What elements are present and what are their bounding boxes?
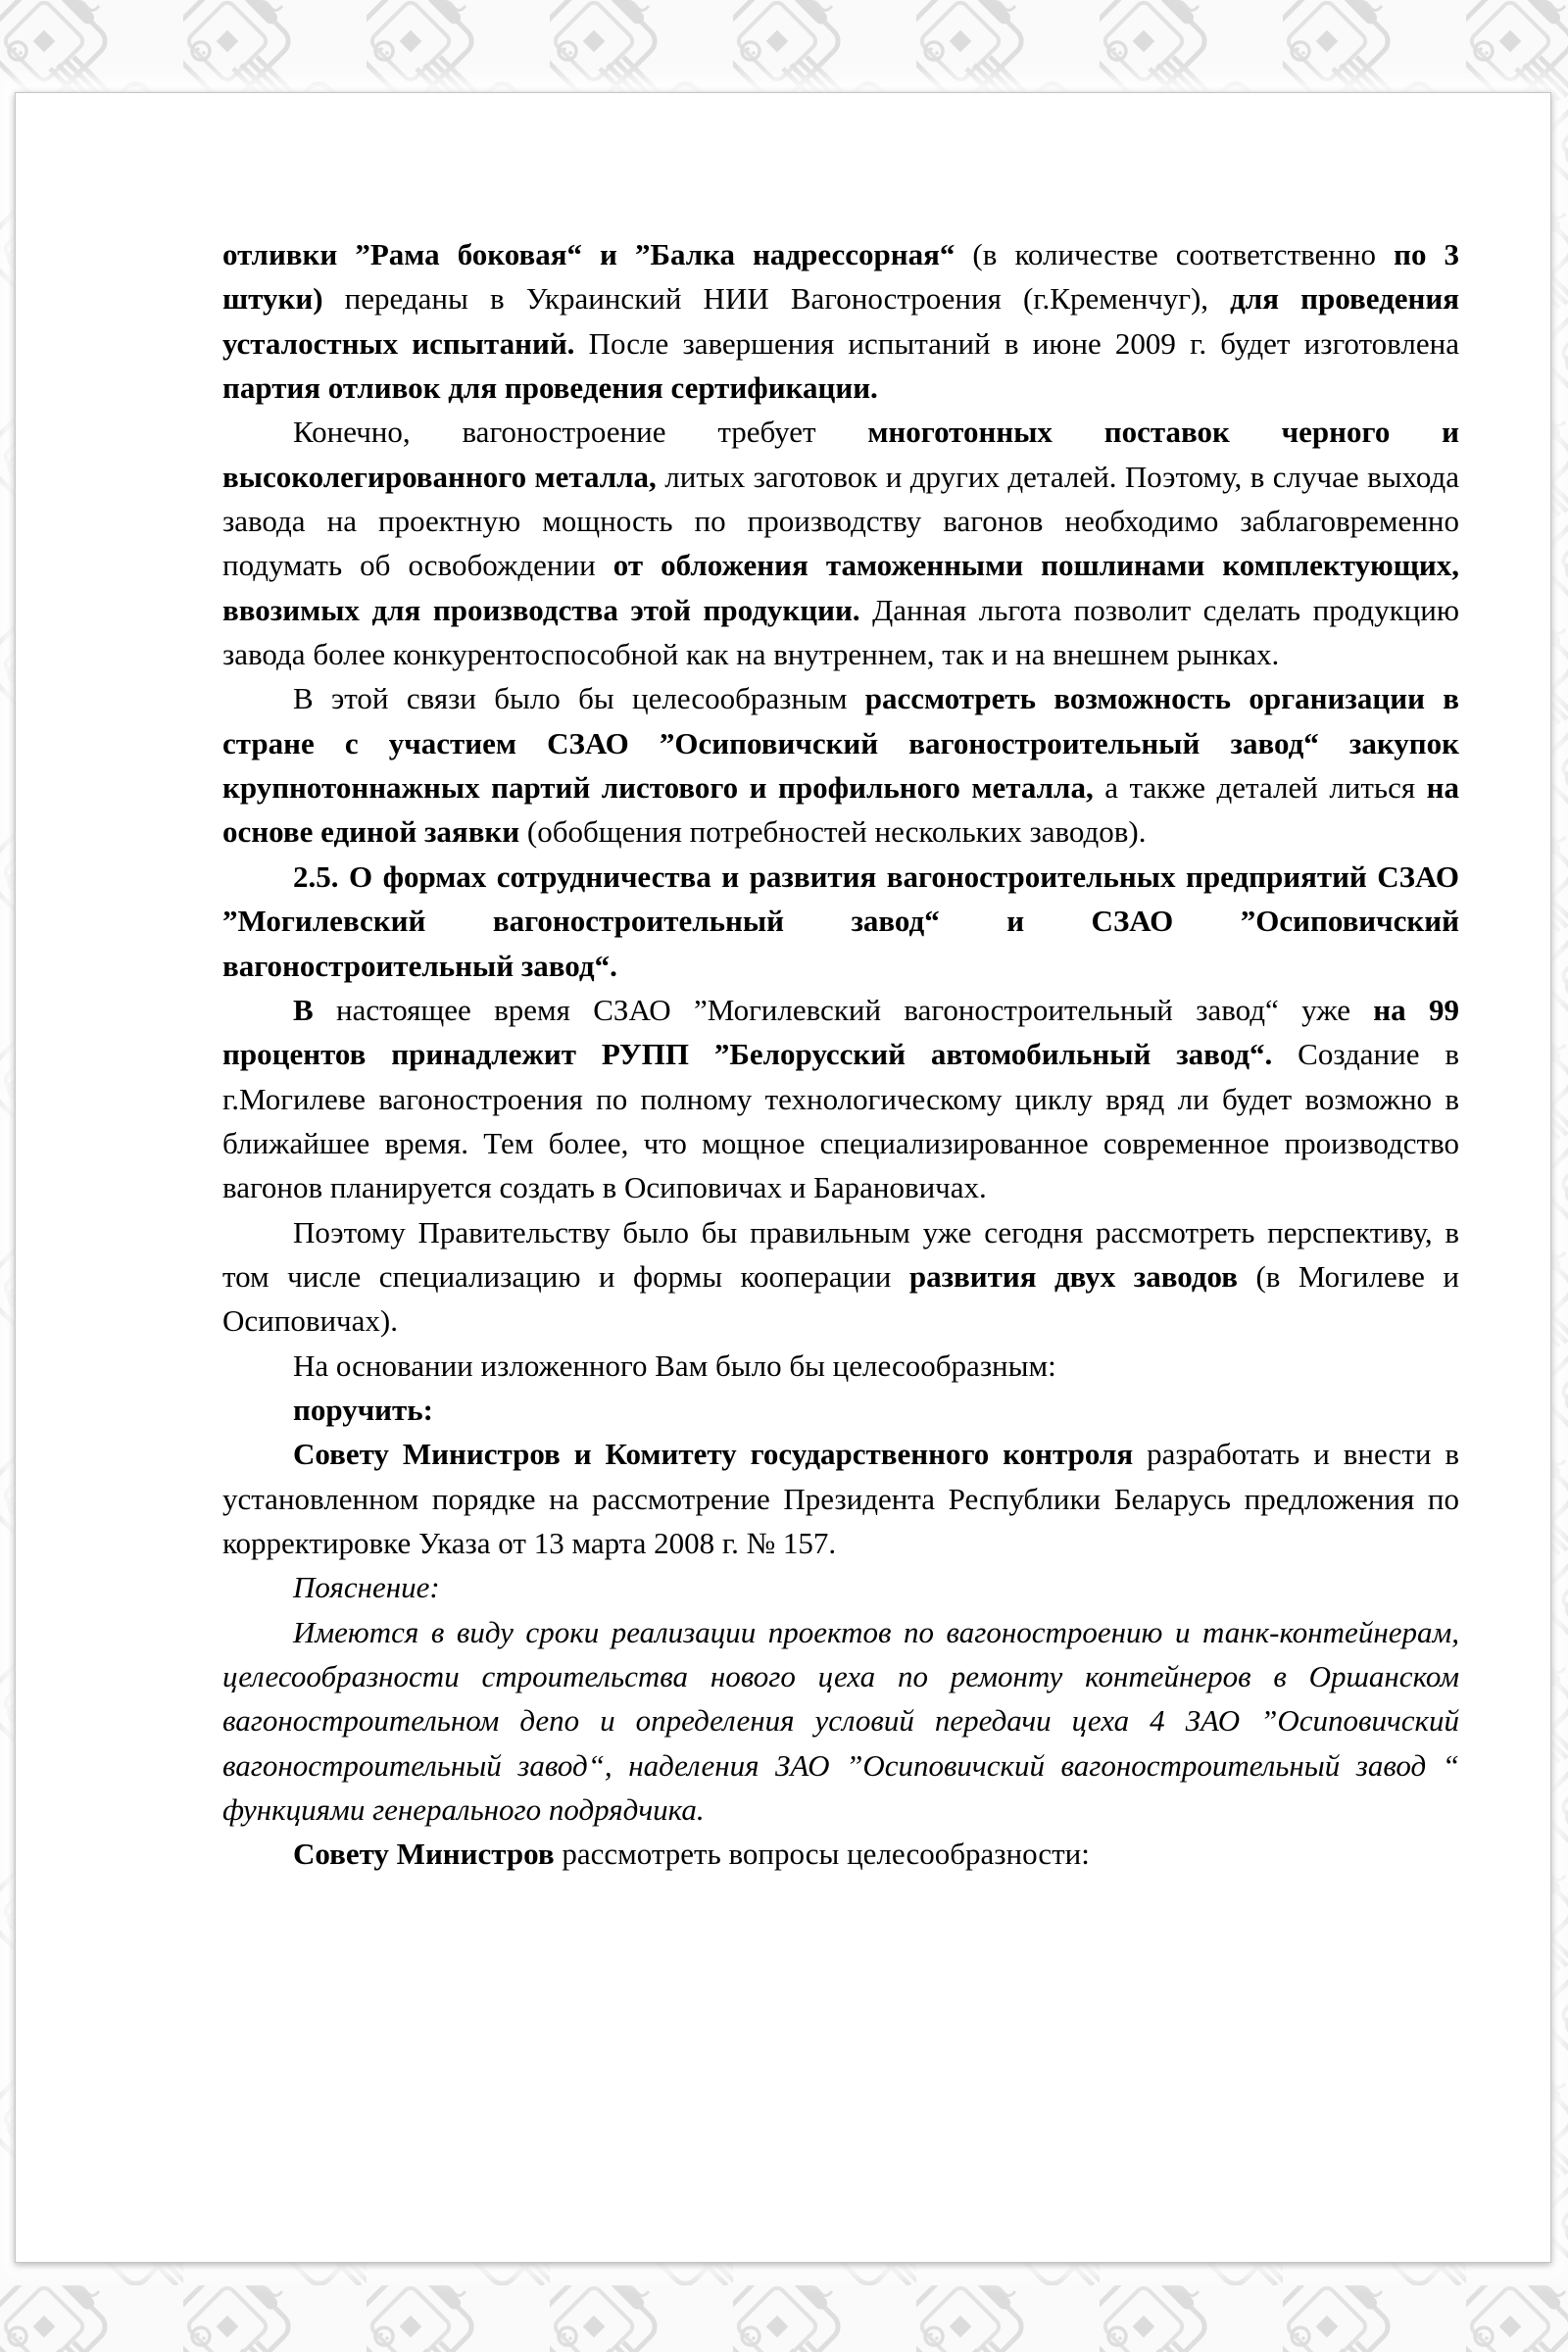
paragraph: [222, 1610, 1459, 1833]
text-run: отливки ”Рама боковая“ и ”Балка надрессорная“: [222, 237, 956, 271]
text-run: рассмотреть возможность организации в стране с участием СЗАО ”Осиповичский вагоностроительный завод“ закупок крупнотоннажных партий листового и профильного металла,: [222, 681, 1459, 806]
paragraph: [222, 1832, 1459, 1876]
text-run: Имеются в виду сроки реализации проектов по вагоностроению и танк-контейнерам, целесообразности строительства нового цеха по ремонту контейнеров в Оршанском вагоностроительном депо и определения условий передачи цеха 4 ЗАО ”Осиповичский вагоностроительный завод“, наделения ЗАО ”Осиповичский вагоностроительный завод “ функциями генерального подрядчика.: [222, 1614, 1459, 1828]
text-run: Создание в г.Могилеве вагоностроения по полному технологическому циклу вряд ли будет возможно в ближайшее время. Тем более, что мощное специализированное современное производство вагонов планируется создать в Осиповичах и Барановичах.: [222, 1037, 1459, 1205]
text-run: Данная льгота позволит сделать продукцию завода более конкурентоспособной как на внутреннем, так и на внешнем рынках.: [222, 592, 1459, 672]
paragraph: [222, 1388, 1459, 1432]
text-run: Пояснение:: [293, 1570, 440, 1605]
text-run: переданы в Украинский НИИ Вагоностроения (г.Кременчуг),: [322, 281, 1231, 317]
text-run: После завершения испытаний в июне 2009 г. будет изготовлена: [574, 325, 1459, 361]
text-run: по 3 штуки): [222, 237, 1459, 317]
text-run: В этой связи было бы целесообразным: [293, 681, 865, 716]
text-run: (обобщения потребностей нескольких заводов).: [519, 814, 1147, 850]
text-run: рассмотреть вопросы целесообразности:: [554, 1837, 1090, 1872]
paragraph: [222, 676, 1459, 854]
text-run: Поэтому Правительству было бы правильным уже сегодня рассмотреть перспективу, в том числе специализацию и формы кооперации: [222, 1214, 1459, 1294]
paragraph: [222, 1432, 1459, 1565]
paragraph: [222, 410, 1459, 676]
text-run: (в количестве соответственно: [955, 237, 1395, 271]
paragraph: [222, 1344, 1459, 1388]
text-run: на основе единой заявки: [222, 770, 1459, 850]
paragraph: [222, 1565, 1459, 1609]
text-run: В: [293, 992, 314, 1027]
text-run: (в Могилеве и Осиповичах).: [222, 1258, 1459, 1339]
text-run: для проведения усталостных испытаний.: [222, 281, 1459, 361]
paragraph: [222, 232, 1459, 410]
text-run: партия отливок для проведения сертификации.: [222, 370, 878, 406]
text-run: многотонных поставок черного и высоколегированного металла,: [222, 415, 1459, 494]
paragraph: [222, 1210, 1459, 1344]
text-run: Конечно, вагоностроение требует: [293, 415, 868, 450]
paragraph: [222, 988, 1459, 1210]
document-page: [15, 92, 1551, 2263]
text-run: литых заготовок и других деталей. Поэтому, в случае выхода завода на проектную мощность по производству вагонов необходимо заблаговременно подумать об освобождении: [222, 459, 1459, 583]
text-run: настоящее время СЗАО ”Могилевский вагоностроительный завод“ уже: [313, 992, 1374, 1027]
text-run: а также деталей литься: [1093, 770, 1427, 806]
paragraph: [222, 855, 1459, 988]
text-run: от обложения таможенными пошлинами комплектующих, ввозимых для производства этой продукции.: [222, 548, 1459, 627]
text-run: 2.5. О формах сотрудничества и развития вагоностроительных предприятий СЗАО ”Могилевский вагоностроительный завод“ и СЗАО ”Осиповичский вагоностроительный завод“.: [222, 858, 1459, 983]
text-run: Совету Министров: [293, 1837, 555, 1872]
text-run: Совету Министров и Комитету государственного контроля: [293, 1437, 1134, 1472]
text-run: разработать и внести в установленном порядке на рассмотрение Президента Республики Беларусь предложения по корректировке Указа от 13 марта 2008 г. № 157.: [222, 1437, 1460, 1560]
text-run: На основании изложенного Вам было бы целесообразным:: [293, 1348, 1056, 1383]
text-run: на 99 процентов принадлежит РУПП ”Белорусский автомобильный завод“.: [222, 992, 1459, 1072]
text-run: развития двух заводов: [908, 1258, 1239, 1294]
document-text: [222, 232, 1459, 1877]
text-run: поручить:: [293, 1392, 433, 1427]
